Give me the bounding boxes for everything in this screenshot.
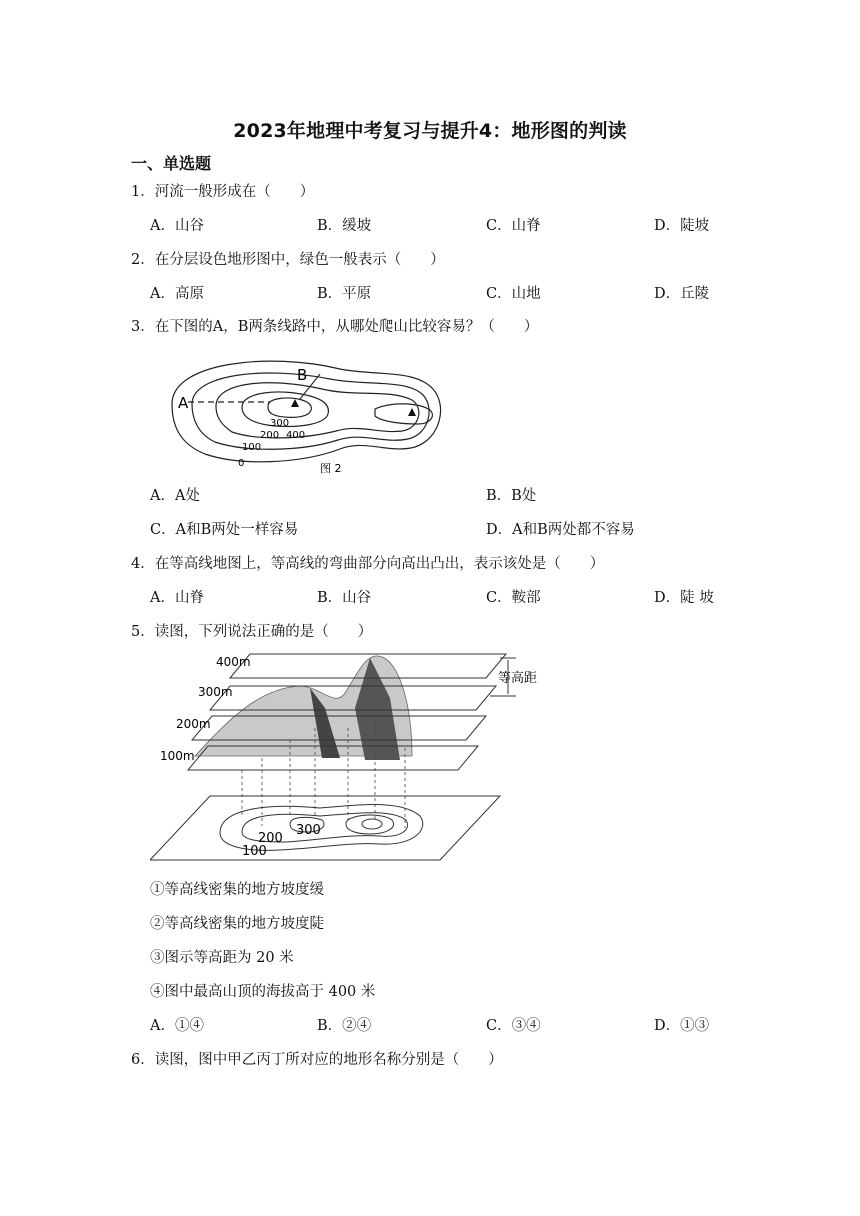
question-stem: 读图，图中甲乙丙丁所对应的地形名称分别是（ ） [154,1052,503,1068]
option-c: C．山脊 [486,218,541,234]
question-stem: 河流一般形成在（ ） [154,184,315,200]
question-stem: 在分层设色地形图中，绿色一般表示（ ） [154,252,445,268]
contour-block-diagram [150,648,550,864]
level-label-400m: 400m [216,655,251,669]
option-b: B．②④ [317,1018,372,1034]
contour-line-200 [216,383,419,438]
document-title: 2023年地理中考复习与提升4：地形图的判读 [233,120,627,142]
option-c: C．A和B两处一样容易 [150,522,299,538]
option-a: A．山谷 [150,218,204,234]
statement-4: ④图中最高山顶的海拔高于 400 米 [150,984,376,1000]
option-b: B．B处 [486,488,537,504]
question-number: 6． [131,1052,155,1068]
peak-triangle-icon [408,408,416,416]
contour-line-400 [268,398,311,417]
base-contour-300b [346,815,394,834]
question-stem: 在等高线地图上，等高线的弯曲部分向高出凸出，表示该处是（ ） [154,556,605,572]
question-6 [131,1048,503,1069]
question-3 [131,315,538,336]
label-b: B [297,366,308,384]
peak-triangle-icon [291,399,299,407]
option-a: A．①④ [150,1018,204,1034]
option-c: C．③④ [486,1018,541,1034]
option-c: C．山地 [486,286,541,302]
level-label-200m: 200m [176,717,211,731]
section-heading: 一、单选题 [131,154,212,173]
question-5 [131,620,372,641]
label-a: A [178,394,189,412]
question-number: 1． [131,184,155,200]
map-label-300: 300 [296,823,321,838]
label-200: 200 [260,430,280,441]
map-label-200: 200 [258,831,283,846]
question-number: 3． [131,319,155,335]
question-stem: 读图，下列说法正确的是（ ） [154,624,373,640]
map-label-100: 100 [242,844,267,859]
option-b: B．缓坡 [317,218,372,234]
option-d: D．陡坡 [654,218,710,234]
base-contour-peak [362,819,382,829]
statement-2: ②等高线密集的地方坡度陡 [150,916,324,932]
option-a: A．高原 [150,286,204,302]
question-number: 5． [131,624,155,640]
option-b: B．山谷 [317,590,372,606]
option-a: A．A处 [150,488,200,504]
question-number: 4． [131,556,155,572]
level-label-300m: 300m [198,685,233,699]
interval-label: 等高距 [498,671,538,686]
figure-caption: 图 2 [320,462,342,475]
level-label-100m: 100m [160,749,195,763]
contour-line-right-peak [375,404,432,424]
question-number: 2． [131,252,155,268]
option-c: C．鞍部 [486,590,541,606]
statement-1: ①等高线密集的地方坡度缓 [150,882,324,898]
option-d: D．丘陵 [654,286,710,302]
label-300: 300 [270,418,290,429]
question-1 [131,180,314,201]
option-b: B．平原 [317,286,372,302]
option-d: D．①③ [654,1018,710,1034]
option-d: D．A和B两处都不容易 [486,522,635,538]
base-plane [150,796,500,860]
option-a: A．山脊 [150,590,204,606]
label-0: 0 [238,458,245,469]
question-4 [131,552,604,573]
statement-3: ③图示等高距为 20 米 [150,950,294,966]
question-2 [131,248,445,269]
option-d: D．陡 坡 [654,590,714,606]
contour-map-figure [150,344,450,476]
question-stem: 在下图的A，B两条线路中，从哪处爬山比较容易？（ ） [154,319,539,335]
label-400: 400 [286,430,306,441]
label-100: 100 [242,442,262,453]
